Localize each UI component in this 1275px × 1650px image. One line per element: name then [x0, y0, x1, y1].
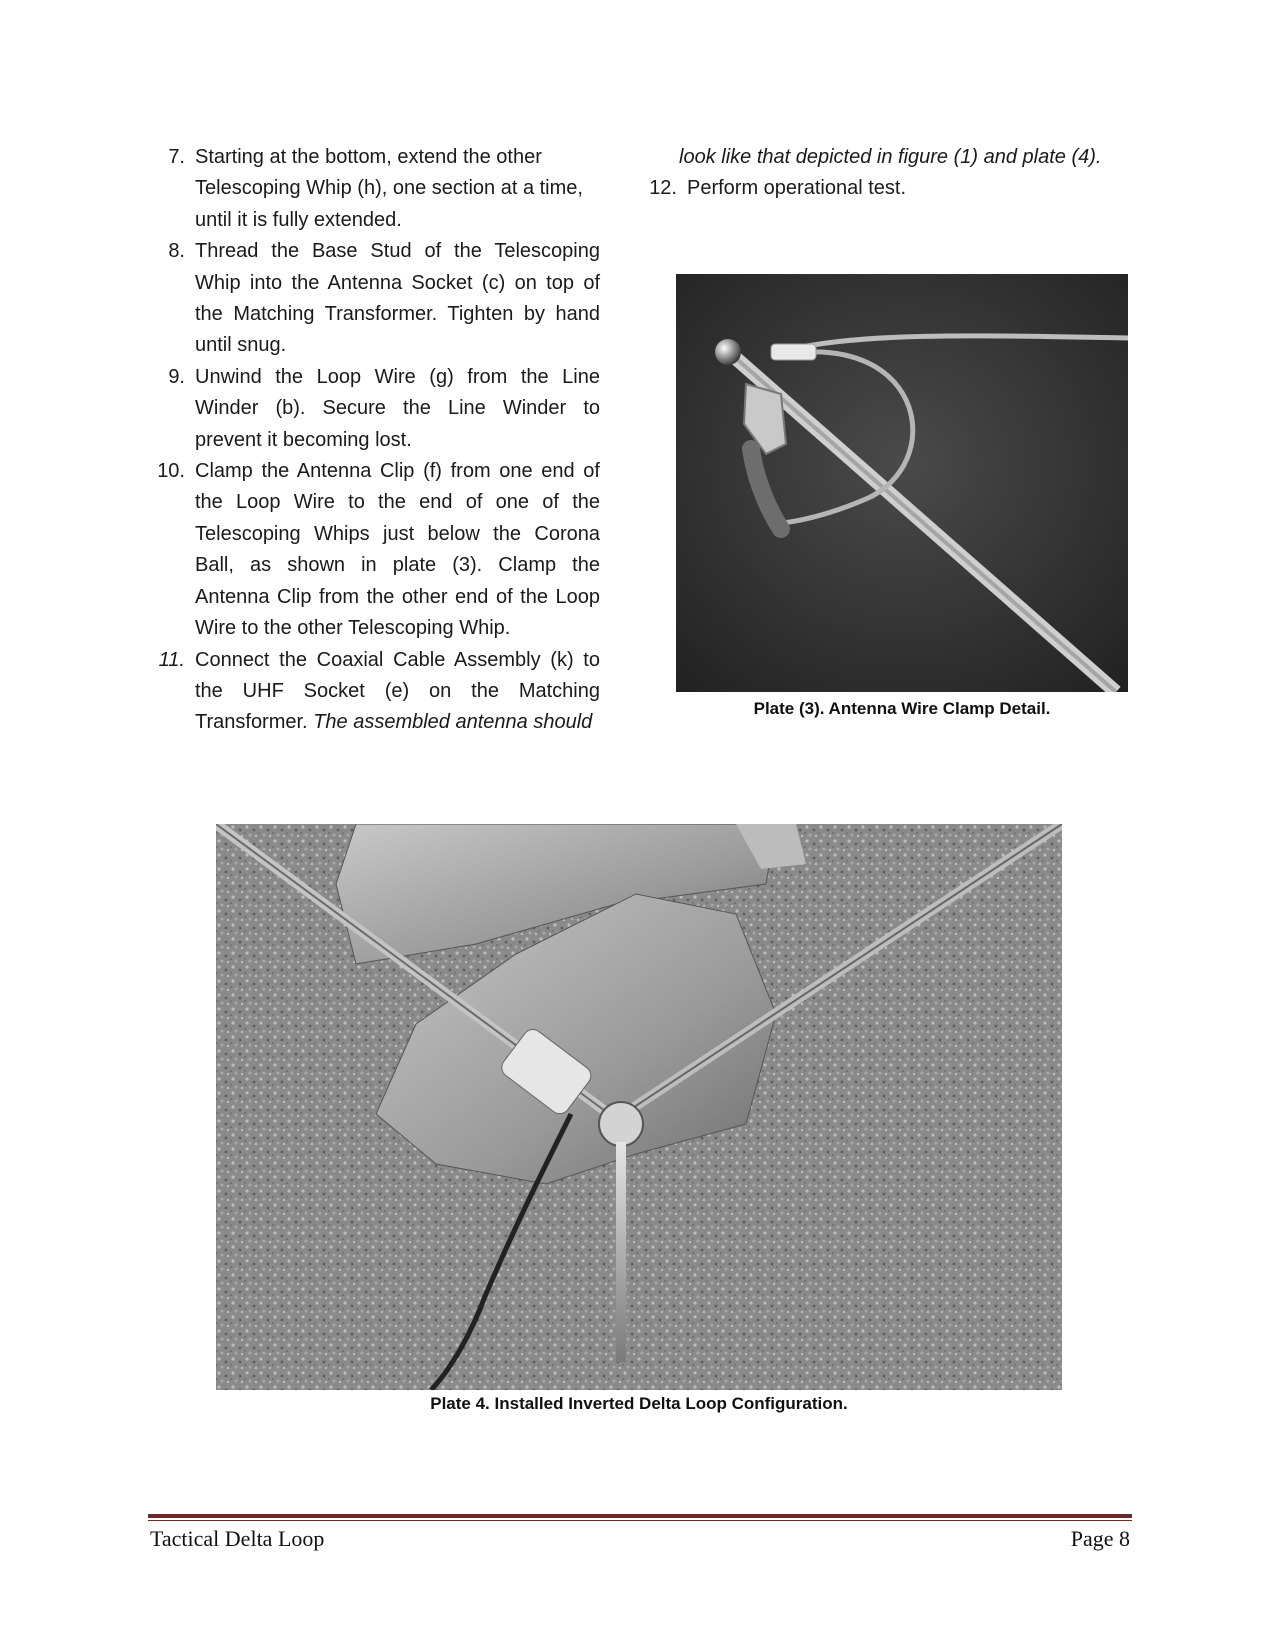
list-item-7	[148, 142, 600, 236]
list-text: Clamp the Antenna Clip (f) from one end of the Loop Wire to the end of one of the Telescoping Whips just below the Corona Ball, as shown in plate (3). Clamp the Antenna Clip from the other end of the Loop Wire to the other Telescoping Whip.	[195, 460, 600, 640]
installed-loop-image	[216, 824, 1062, 1390]
list-number: 8.	[168, 240, 185, 263]
list-item-8	[148, 236, 600, 362]
list-text-italic: The assembled antenna should	[313, 711, 593, 734]
list-number: 12.	[649, 177, 677, 200]
list-number: 10.	[157, 460, 185, 483]
footer-page-number: Page 8	[1070, 1526, 1130, 1551]
footer-document-title: Tactical Delta Loop	[150, 1526, 325, 1551]
list-text: Starting at the bottom, extend the other Telescoping Whip (h), one section at a time, until it is fully extended.	[195, 146, 583, 231]
plate-4-caption: Plate 4. Installed Inverted Delta Loop Configuration.	[430, 1394, 848, 1413]
list-number: 11.	[158, 648, 185, 671]
plate-3-caption: Plate (3). Antenna Wire Clamp Detail.	[753, 699, 1051, 718]
list-item-12	[640, 173, 1128, 204]
clamp-detail-image	[676, 274, 1128, 692]
list-text	[185, 645, 600, 739]
list-number: 7.	[168, 146, 185, 168]
list-text: Thread the Base Stud of the Telescoping Whip into the Antenna Socket (c) on top of the Matching Transformer. Tighten by hand until snug.	[195, 240, 600, 357]
list-item-9	[148, 362, 600, 456]
continued-text: look like that depicted in figure (1) and plate (4).	[679, 146, 1102, 168]
list-item-10	[148, 456, 600, 644]
plate-3-photo	[676, 274, 1128, 692]
list-text: Unwind the Loop Wire (g) from the Line Winder (b). Secure the Line Winder to prevent it becoming lost.	[195, 365, 600, 451]
list-text: Perform operational test.	[687, 177, 906, 200]
footer-rule-thin	[148, 1520, 1132, 1521]
right-text-column	[649, 142, 1128, 205]
left-text-column	[148, 142, 600, 739]
list-text-plain: Connect the Coaxial Cable Assembly (k) to the UHF Socket (e) on the Matching Transformer.	[195, 648, 600, 734]
list-item-11	[148, 645, 600, 739]
footer-rule	[148, 1514, 1132, 1518]
plate-4-photo	[216, 824, 1062, 1390]
list-number: 9.	[168, 365, 185, 388]
